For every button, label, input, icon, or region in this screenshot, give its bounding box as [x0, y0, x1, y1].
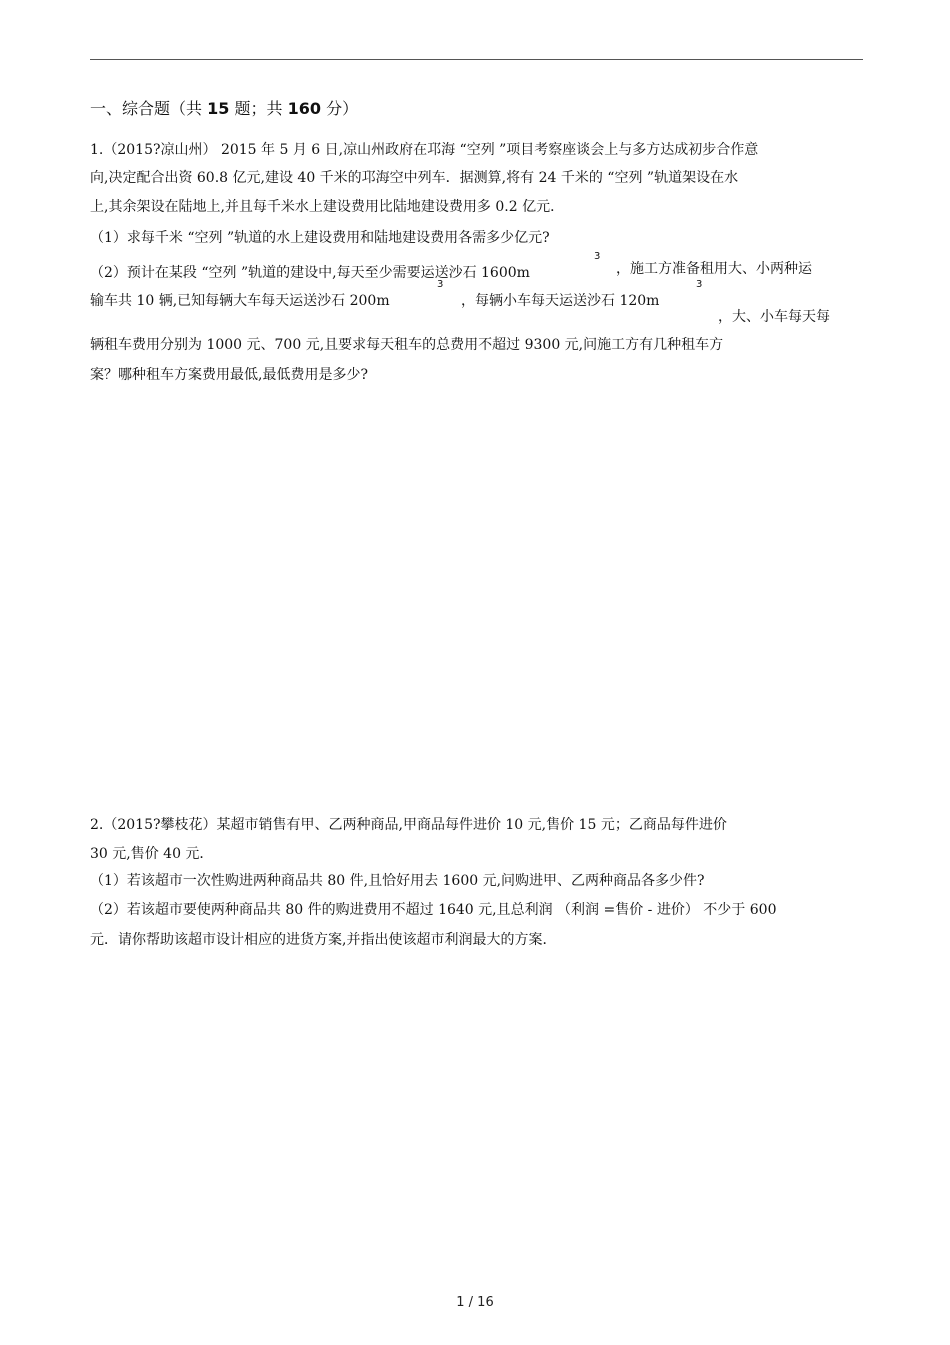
q1-line-6a: 输车共 10 辆,已知每辆大车每天运送沙石 200m [90, 293, 390, 309]
q1-line-3: 上,其余架设在陆地上,并且每千米水上建设费用比陆地建设费用多 0.2 亿元． [90, 199, 565, 215]
q1-line-5b: ，施工方准备租用大、小两种运 [616, 261, 812, 277]
q2-line-5: 元．请你帮助该超市设计相应的进货方案,并指出使该超市利润最大的方案． [90, 932, 557, 948]
header-rule [90, 59, 863, 60]
q2-line-2: 30 元,售价 40 元． [90, 846, 214, 862]
section-title: 一、综合题（共 15 题；共 160 分） [90, 99, 359, 118]
q1-sup-1: 3 [594, 251, 601, 262]
q1-line-8: 案？哪种租车方案费用最低,最低费用是多少? [90, 367, 368, 383]
q2-line-1: 2.（2015?攀枝花）某超市销售有甲、乙两种商品,甲商品每件进价 10 元,售价 15 元；乙商品每件进价 [90, 817, 727, 833]
q1-line-7: 辆租车费用分别为 1000 元、700 元,且要求每天租车的总费用不超过 9300 元,问施工方有几种租车方 [90, 337, 724, 353]
q1-line-6b: ，每辆小车每天运送沙石 120m [461, 293, 660, 309]
q1-line-6c: ，大、小车每天每 [718, 309, 830, 325]
q1-sup-2: 3 [437, 279, 444, 290]
q1-sup-3: 3 [696, 279, 703, 290]
q1-line-2: 向,决定配合出资 60.8 亿元,建设 40 千米的邛海空中列车．据测算,将有 24 千米的 “空列 ”轨道架设在水 [90, 170, 739, 186]
q2-line-4: （2）若该超市要使两种商品共 80 件的购进费用不超过 1640 元,且总利润 （利润 =售价 - 进价） 不少于 600 [90, 902, 777, 918]
page-number: 1 / 16 [456, 1295, 494, 1310]
q1-line-4: （1）求每千米 “空列 ”轨道的水上建设费用和陆地建设费用各需多少亿元? [90, 230, 550, 246]
q1-line-5a: （2）预计在某段 “空列 ”轨道的建设中,每天至少需要运送沙石 1600m [90, 265, 530, 281]
q1-line-1: 1.（2015?凉山州） 2015 年 5 月 6 日,凉山州政府在邛海 “空列 ”项目考察座谈会上与多方达成初步合作意 [90, 142, 759, 158]
q2-line-3: （1）若该超市一次性购进两种商品共 80 件,且恰好用去 1600 元,问购进甲、乙两种商品各多少件? [90, 873, 705, 889]
